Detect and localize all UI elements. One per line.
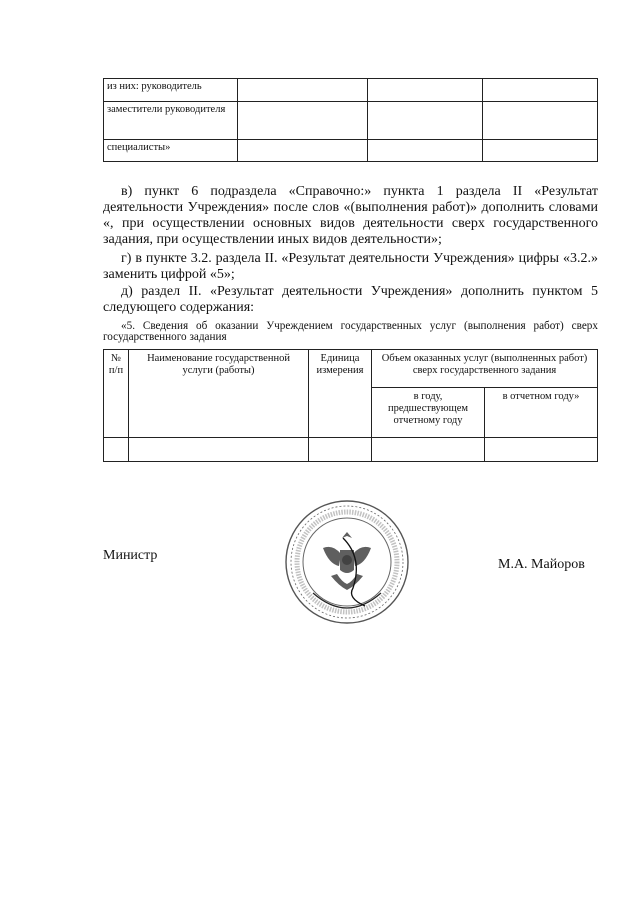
table-cell (368, 102, 483, 140)
table-row (104, 438, 598, 462)
official-seal-stamp (283, 498, 411, 626)
table-cell (368, 140, 483, 162)
table-cell: заместители руководителя (104, 102, 238, 140)
paragraph-v: в) пункт 6 подраздела «Справочно:» пункта 1 раздела II «Результат деятельности Учреждения» после слов «(выполнения работ)» дополнить словами «, при осуществлении основных видов деятельности сверх государственного задания, при осуществлении иных видов деятельности»; (103, 184, 598, 247)
header-report-year: в отчетном году» (485, 388, 598, 438)
table-cell: из них: руководитель (104, 79, 238, 102)
table-cell (104, 438, 129, 462)
header-name: Наименование государственной услуги (работы) (129, 350, 309, 438)
table-cell (483, 140, 598, 162)
table-cell (483, 79, 598, 102)
paragraph-d: д) раздел II. «Результат деятельности Учреждения» дополнить пунктом 5 следующего содержания: (103, 284, 598, 315)
table-row (104, 350, 598, 388)
table-cell (238, 79, 368, 102)
paragraph-item-5: «5. Сведения об оказании Учреждением государственных услуг (выполнения работ) сверх государственного задания (103, 320, 598, 343)
table-cell: специалисты» (104, 140, 238, 162)
table-row (104, 79, 598, 102)
header-unit: Единица измерения (309, 350, 372, 438)
staff-table (103, 78, 598, 162)
table-cell (129, 438, 309, 462)
table-cell (368, 79, 483, 102)
header-num: № п/п (104, 350, 129, 438)
signature-name: М.А. Майоров (498, 557, 585, 572)
table-cell (309, 438, 372, 462)
header-prev-year: в году, предшествующем отчетному году (372, 388, 485, 438)
paragraph-g: г) в пункте 3.2. раздела II. «Результат деятельности Учреждения» цифры «3.2.» заменить цифрой «5»; (103, 251, 598, 282)
header-volume: Объем оказанных услуг (выполненных работ) сверх государственного задания (372, 350, 598, 388)
services-table (103, 349, 598, 462)
table-cell (485, 438, 598, 462)
table-cell (372, 438, 485, 462)
eagle-emblem-icon (323, 532, 371, 590)
table-cell (238, 140, 368, 162)
signature-position: Министр (103, 548, 158, 563)
table-row (104, 102, 598, 140)
table-cell (483, 102, 598, 140)
table-cell (238, 102, 368, 140)
table-row (104, 140, 598, 162)
